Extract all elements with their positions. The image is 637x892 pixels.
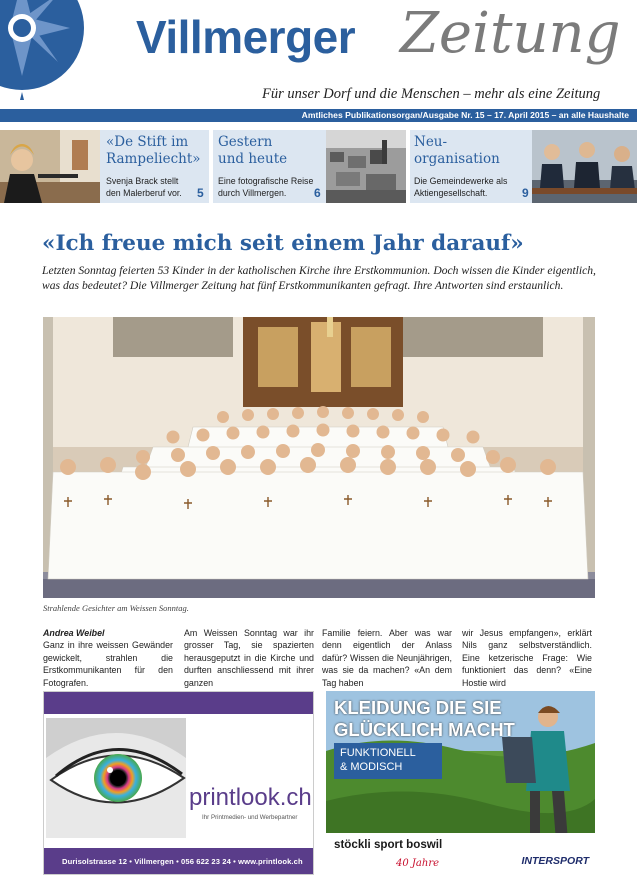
masthead-title-zeitung: Zeitung [400, 1, 621, 66]
teaser-photo-village [326, 130, 406, 203]
teaser-neuorganisation[interactable] [410, 130, 637, 203]
teaser-stift[interactable] [0, 130, 209, 203]
teaser-page-number: 5 [197, 186, 204, 200]
rosette-logo [0, 0, 100, 100]
printlook-ad[interactable] [43, 691, 314, 875]
teaser-title: Gestern und heute [218, 134, 288, 167]
teaser-subtitle: Die Gemeindewerke als Aktiengesellschaft. [414, 176, 508, 198]
printlook-tagline: Ihr Printmedien- und Werbepartner [202, 814, 298, 821]
communion-group-photo [43, 317, 595, 598]
intersport-logo: INTERSPORT [521, 855, 589, 867]
article-column-4: wir Jesus empfangen», erklärt Nils ganz selbstverständlich. Eine ketzerische Frage: Wie funktioniert das denn? «Eine Hostie wird [462, 628, 592, 688]
article-column-1: Andrea Weibel Ganz in ihre weissen Gewänder gewickelt, strahlen die Erstkommunikanten für den Fotografen. [43, 628, 173, 688]
teaser-page-number: 9 [522, 186, 529, 200]
printlook-address: Durisolstrasse 12 • Villmergen • 056 622 23 24 • www.printlook.ch [62, 857, 303, 866]
article-column-3: Familie feiern. Aber was war denn eigentlich der Anlass dafür? Wissen die Neunjährigen, was sie da machen? «An dem Tag haben [322, 628, 452, 688]
eye-illustration [46, 718, 186, 843]
intersport-ad[interactable] [326, 691, 595, 873]
masthead-tagline: Für unser Dorf und die Menschen – mehr als eine Zeitung [262, 86, 601, 102]
teaser-photo-painter [0, 130, 100, 203]
stockli-sport-logo: stöckli sport boswil [334, 838, 443, 851]
article-column-2: Am Weissen Sonntag war ihr grosser Tag, sie spazierten herausgeputzt in die Kirche und durften anschliessend mit ihrer ganzen [184, 628, 314, 688]
article-lead: Letzten Sonntag feierten 53 Kinder in der katholischen Kirche ihre Erstkommunion. Doch wissen die Kinder eigentlich, was das bedeutet? Die Villmerger Zeitung hat fünf Erstkommunikanten gefragt. Ihre Antworten sind erstaunlich. [42, 264, 596, 292]
teaser-title: Neu- organisation [414, 134, 500, 167]
intersport-subline: FUNKTIONELL & MODISCH [334, 743, 442, 779]
publication-info: Amtliches Publikationsorgan/Ausgabe Nr. 15 – 17. April 2015 – an alle Haushalte [301, 110, 629, 120]
teaser-title: «De Stift im Rampeliecht» [106, 134, 201, 167]
teaser-gestern[interactable] [213, 130, 406, 203]
article-headline: «Ich freue mich seit einem Jahr darauf» [42, 231, 524, 256]
printlook-brand: printlook.ch [189, 784, 312, 811]
teaser-subtitle: Eine fotografische Reise durch Villmergen. [218, 176, 314, 198]
masthead-title-villmerger: Villmerger [136, 11, 356, 63]
ad-top-band [44, 692, 313, 714]
photo-caption: Strahlende Gesichter am Weissen Sonntag. [43, 603, 189, 613]
intersport-headline: KLEIDUNG DIE SIE GLÜCKLICH MACHT [334, 697, 515, 740]
jubilee-label: 40 Jahre [396, 858, 440, 869]
teaser-subtitle: Svenja Brack stellt den Malerberuf vor. [106, 176, 182, 198]
teaser-page-number: 6 [314, 186, 321, 200]
article-author: Andrea Weibel [43, 628, 105, 638]
teaser-photo-board [532, 130, 637, 203]
